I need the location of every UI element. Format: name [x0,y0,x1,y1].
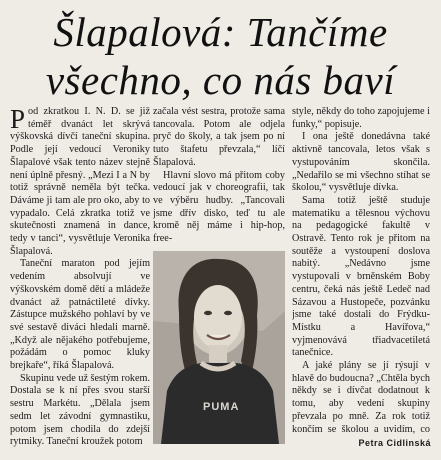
article-paragraph: začala vést sestra, protože sama tancovala. Potom ale odjela pryč do školy, a tak jsem po ní tuto štafetu převzala,“ líčí Šlapalová. [153,106,285,168]
portrait-photo [153,251,285,444]
article-lead-paragraph: od zkratkou I. N. D. se již téměř dvanáct let skrývá výškovská dívčí taneční skupina. Podle její vedoucí Veroniky Šlapalové však tento název stejně není úplně přesný. „Mezi I a N by totiž správně neměla být tečka. Dáváme ji tam ale pro oko, aby to vypadalo. Celá zkratka totiž ve skutečnosti znamená in dance, tedy v tanci“, vysvětluje Veronika Šlapalová. [10,106,150,257]
article-paragraph: Sama totiž ještě studuje matematiku a tělesnou výchovu na pedagogické fakultě v Ostravě. Tento rok je přitom na soutěže a vystoupení doslova nabitý. „Nedávno jsme vystupovali v brněnském Boby centru, čeká nás ještě Ledeč nad Sázavou a Hustopeče, pozvánku jsme také dostali do Frýdku-Místku a Havířova,“ vyjmenovává třiadvacetiletá tanečnice. [292,194,430,359]
article-column-2 [153,106,285,249]
article-column-3 [292,106,430,436]
article-paragraph: Skupinu vede už šestým rokem. Dostala se k ní přes svou starší sestru Markétu. „Dělala jsem sedm let závodní gymnastiku, potom jsem chodila do zdejší rytmiky. Taneční kroužek potom [10,372,150,448]
article-paragraph: style, někdy do toho zapojujeme i funky,“ popisuje. [292,106,430,130]
article-paragraph: A jaké plány se jí rýsují v hlavě do budoucna? „Chtěla bych někdy se i dívčat dodatnout k tomu, aby vedení skupiny převzala po mně. Za rok totiž končím se školou a uvidím, co [292,360,430,435]
drop-cap: P [10,104,26,134]
portrait-illustration [153,251,285,444]
article-column-1 [10,104,150,448]
headline-line-1: Šlapalová: Tančíme [53,9,388,55]
shirt-logo-text: PUMA [203,401,240,413]
headline-line-2: všechno, co nás baví [45,57,396,103]
article-paragraph: Hlavní slovo má přitom coby vedoucí jak v choreografii, tak ve výběru hudby. „Tancovali jsme dřív disko, teď tu ale kromě něj máme i hip-hop, free- [153,169,285,245]
article-paragraph: Taneční maraton pod jejím vedením absolvují ve výškovském domě dětí a mládeže dvanáct až patnáctileté dívky. Zástupce mužského pohlaví by ve své sestavě diváci hledali marně. „Když ale nějakého potřebujeme, požádám o pomoc kluky brejkaře“, říká Šlapalová. [10,258,150,372]
article-paragraph: I ona ještě donedávna také aktivně tancovala, letos však s vystupováním skončila. „Nedařilo se mi všechno stíhat se školou,“ vysvětluje dívka. [292,131,430,194]
byline: Petra Cidlinská [358,438,431,448]
